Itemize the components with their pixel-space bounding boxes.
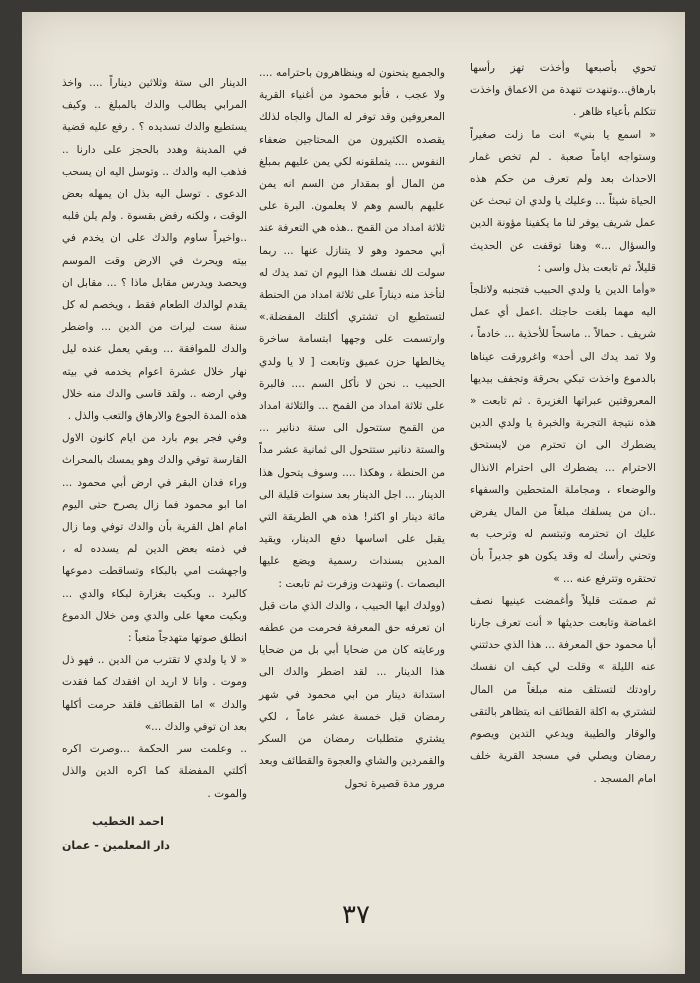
author-name: احمد الخطيب	[92, 814, 164, 828]
text-column-left	[62, 72, 247, 857]
text-column-middle	[259, 62, 445, 795]
page-number: ٣٧	[342, 900, 370, 930]
paragraph: الدينار الى ستة وثلاثين ديناراً .... واخذ المرابي يطالب والدك بالمبلغ .. وكيف يستطيع والدك تسديده ؟ . رفع عليه قضية في المدينة وهدد بالحجز على دارنا .. فذهب اليه والدك .. وتوسل اليه ان يسحب الدعوى . توسل اليه بذل ان يمهله بعض الوقت ، ولكنه رفض بقسوة . ولم يلن قلبه ..واخيراً ساوم والدك على ان يخدم في بيته ويحرث في الارض وقت الموسم ويحصد ويدرس مقابل ماذا ؟ ... مقابل ان يقدم لوالدك الطعام فقط ، ويخصم له كل سنة ست ليرات من الدين ... واضطر والدك للموافقة ... وبقي يعمل عنده ليل نهار خلال عشرة اعوام يخدمه في بيته وفي ارضه .. ولقد قاسى والدك منه خلال هذه المدة الجوع والارهاق والتعب والذل .	[62, 77, 247, 423]
text-column-right	[470, 57, 656, 790]
paragraph: (وولدك ايها الحبيب ، والدك الذي مات قبل ان تعرفه حق المعرفة فحرمت من عطفه ورعايته كان من ضحايا أبي بل من ضحايا هذا الدينار ... لقد اضطر والدك الى استدانة دينار من ابي محمود في شهر رمضان قبل خمسة عشر عاماً ، لكي يشتري متطلبات رمضان من السكر والقمردين والشاي والعجوة والقطائف وبعد مرور مدة قصيرة تحول	[259, 599, 445, 790]
author-location: دار المعلمين - عمان	[62, 838, 170, 852]
magazine-page	[22, 12, 685, 974]
paragraph: .. وعلمت سر الحكمة ...وصرت اكره أكلتي المفضلة كما اكره الدين والذل والموت .	[62, 743, 247, 800]
paragraph: وفي فجر يوم بارد من ايام كانون الاول القارسة توفي والدك وهو يمسك بالمحراث وراء فدان البقر في ارض أبي محمود ... اما ابو محمود فما زال يصرح حتى اليوم امام اهل القرية بأن والدك توفي وما زال في ذمته بعض الدين لم يسدده له ، واجهشت امي بالبكاء وتساقطت دموعها كالبرد .. وبكيت بغزارة لبكاء والدي ... وبكيت معها على والدي ومن خلال الدموع انطلق صوتها متهدجاً متعباً :	[62, 432, 247, 645]
paragraph: ثم صمتت قليلاً وأغمضت عينيها نصف اغماضة وتابعت حديثها « أنت تعرف جارنا أبا محمود حق المعرفة ... هذا الذي حدثتني عنه الليلة » وقلت لي كيف ان نفسك راودتك لتستلف منه مبلغاً من المال لتشتري به اكلة القطائف انه يتظاهر بالتقى والوقار والطيبة ويدعي التدين ويصوم رمضان ويصلي في مسجد القرية خلف امام المسجد .	[470, 594, 656, 785]
paragraph: «وأما الدين يا ولدي الحبيب فتجنبه ولاتلجأ اليه مهما بلغت حاجتك .اعمل أي عمل شريف . حمالاً .. ماسحاً للأحذية ... خادماً ، ولا تمد يدك الى أحد» واغرورقت عيناها بالدموع واخذت تبكي بحرقة وتجفف بيديها المعروقتين عبراتها الغزيرة . ثم تابعت « هذه نتيجة التجربة والخبرة يا ولدي الدين يضطرك الى ان تحترم من لايستحق الاحترام ... يضطرك الى احترام الانذال والوضعاء ، ومجاملة المتحطين والسفهاء ..ان من يسلفك مبلغاً من المال يفرض عليك ان تحترمه وتبتسم له وترحب به وتحني رأسك له وقد يكون هو جديراً بأن تحتقره وتترفع عنه ... »	[470, 284, 656, 585]
paragraph: والجميع ينحنون له وينظاهرون باحترامه .... ولا عجب ، فأبو محمود من أغنياء القرية المعروفين وقد توفر له المال والجاه لذلك يقصده الكثيرون من المحتاجين ضعفاء النفوس .... يتملقونه لكي يمن عليهم بمبلغ من المال أو بمقدار من السم انه يمن عليهم بالسم وهم لا يعلمون. البرة على ثلاثة امداد من القمح ..هذه هي التعرفة عند أبي محمود وهو لا يتنازل عنها ... ربما سولت لك نفسك هذا اليوم ان تمد يدك له لتأخذ منه ديناراً على ثلاثة امداد من الحنطة لتستطيع ان تشتري أكلتك المفضلة.» وارتسمت على وجهها ابتسامة ساخرة يخالطها حزن عميق وتابعت [ لا يا ولدي الحبيب .. نحن لا نأكل السم .... فالبرة على ثلاثة امداد من القمح ... والثلاثة امداد من القمح ستتحول الى ستة دنانير ... والستة دنانير ستتحول الى ثمانية عشر مداً من الحنطة ، وهكذا .... وسوف يتحول هذا الدينار ... اجل الدينار بعد سنوات قليلة الى مائة دينار او اكثر! هذه هي الطريقة التي يقبل على اساسها دفع الدينار، ويقيد المدين بسندات رسمية ويضع عليها البصمات .) وتنهدت وزفرت ثم تابعت :	[259, 67, 445, 590]
paragraph: « لا يا ولدي لا تقترب من الدين .. فهو ذل وموت . وانا لا اريد ان افقدك كما فقدت والدك » اما القطائف فلقد حرمت أكلها بعد ان توفي والدك ...»	[62, 654, 247, 733]
paragraph: « اسمع يا بني» انت ما زلت صغيراً وستواجه اياماً صعبة . لم تخص غمار الاحداث بعد ولم تعرف من حكم هذه الحياة شيئاً ... وعليك يا ولدي ان تبحث عن عمل شريف يوفر لنا ما يكفينا مؤونة الدين والسؤال ...» وهنا توقفت عن الحديث قليلاً، ثم تابعت بذل واسى :	[470, 128, 656, 274]
paragraph: تحوي بأصبعها وأخذت تهز رأسها بارهاق...وتنهدت تنهدة من الاعماق واخذت تتكلم بأعياء ظاهر .	[470, 62, 656, 119]
